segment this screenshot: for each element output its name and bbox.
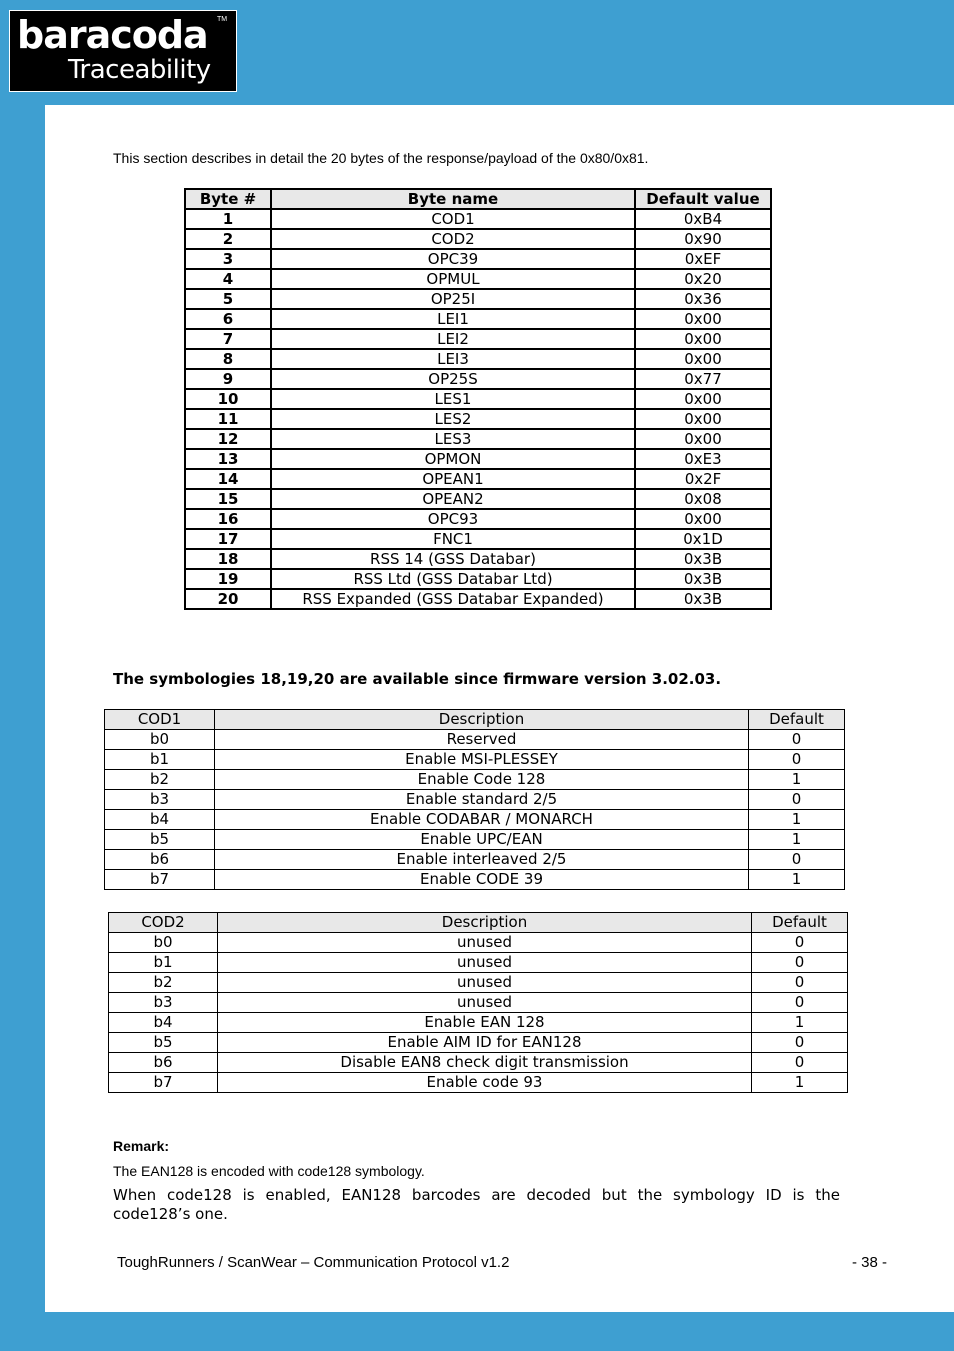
byte-table-cell: 1 xyxy=(185,209,271,229)
cod2-table xyxy=(108,912,848,1093)
byte-table-cell: 0x00 xyxy=(635,349,771,369)
byte-table-cell: OP25I xyxy=(271,289,635,309)
byte-table-cell: RSS Ltd (GSS Databar Ltd) xyxy=(271,569,635,589)
cod1-table-row xyxy=(105,870,845,890)
cod1-table-cell: 1 xyxy=(749,870,845,890)
cod1-table-cell: b2 xyxy=(105,770,215,790)
cod1-table-header-cell: COD1 xyxy=(105,710,215,730)
cod2-table-row xyxy=(109,1053,848,1073)
cod1-table-cell: Enable interleaved 2/5 xyxy=(215,850,749,870)
footer-title: ToughRunners / ScanWear – Communication Protocol v1.2 xyxy=(117,1254,510,1271)
page-number: - 38 - xyxy=(852,1254,888,1271)
byte-table-cell: 0x20 xyxy=(635,269,771,289)
byte-table-cell: RSS 14 (GSS Databar) xyxy=(271,549,635,569)
cod1-table-cell: 1 xyxy=(749,810,845,830)
byte-table-cell: 0x00 xyxy=(635,509,771,529)
byte-table-cell: 0x08 xyxy=(635,489,771,509)
cod1-table-row xyxy=(105,830,845,850)
cod2-table-cell: b4 xyxy=(109,1013,218,1033)
logo-trademark: TM xyxy=(217,16,228,23)
cod2-table-cell: Disable EAN8 check digit transmission xyxy=(218,1053,752,1073)
remark-title: Remark: xyxy=(113,1138,170,1154)
byte-table-cell: 5 xyxy=(185,289,271,309)
byte-table-cell: 6 xyxy=(185,309,271,329)
cod1-table-cell: Enable Code 128 xyxy=(215,770,749,790)
byte-table-cell: 17 xyxy=(185,529,271,549)
cod1-table-cell: Reserved xyxy=(215,730,749,750)
byte-table xyxy=(184,188,772,610)
byte-table-cell: 11 xyxy=(185,409,271,429)
remark-line1: The EAN128 is encoded with code128 symbology. xyxy=(113,1163,425,1179)
byte-table-cell: 0x00 xyxy=(635,409,771,429)
cod2-table-cell: unused xyxy=(218,993,752,1013)
byte-table-cell: COD2 xyxy=(271,229,635,249)
cod2-table-cell: b3 xyxy=(109,993,218,1013)
byte-table-cell: 10 xyxy=(185,389,271,409)
cod1-table-row xyxy=(105,850,845,870)
byte-table-cell: 0x00 xyxy=(635,389,771,409)
byte-table-header xyxy=(185,189,771,209)
cod2-table-row xyxy=(109,933,848,953)
byte-table-row xyxy=(185,509,771,529)
byte-table-cell: 0xE3 xyxy=(635,449,771,469)
cod1-table-row xyxy=(105,790,845,810)
byte-table-row xyxy=(185,269,771,289)
byte-table-cell: OPEAN2 xyxy=(271,489,635,509)
cod1-table-cell: Enable MSI-PLESSEY xyxy=(215,750,749,770)
cod2-table-header-cell: Description xyxy=(218,913,752,933)
byte-table-cell: 8 xyxy=(185,349,271,369)
byte-table-cell: 0x1D xyxy=(635,529,771,549)
byte-table-cell: OPEAN1 xyxy=(271,469,635,489)
byte-table-cell: FNC1 xyxy=(271,529,635,549)
byte-table-row xyxy=(185,489,771,509)
cod2-table-row xyxy=(109,993,848,1013)
cod2-table-cell: b7 xyxy=(109,1073,218,1093)
cod1-table-header-cell: Default xyxy=(749,710,845,730)
byte-table-cell: 16 xyxy=(185,509,271,529)
cod1-table-cell: Enable CODABAR / MONARCH xyxy=(215,810,749,830)
cod1-table-cell: b5 xyxy=(105,830,215,850)
byte-table-cell: 0x3B xyxy=(635,589,771,609)
cod2-table-cell: unused xyxy=(218,933,752,953)
cod2-table-row xyxy=(109,953,848,973)
cod2-table-cell: unused xyxy=(218,973,752,993)
byte-table-cell: 14 xyxy=(185,469,271,489)
byte-table-cell: LES3 xyxy=(271,429,635,449)
cod1-table-row xyxy=(105,750,845,770)
byte-table-row xyxy=(185,289,771,309)
byte-table-cell: 0x00 xyxy=(635,329,771,349)
byte-table-row xyxy=(185,369,771,389)
byte-table-row xyxy=(185,349,771,369)
cod2-table-cell: b6 xyxy=(109,1053,218,1073)
byte-table-header-cell: Byte name xyxy=(271,189,635,209)
cod1-table-cell: 0 xyxy=(749,790,845,810)
cod2-table-cell: unused xyxy=(218,953,752,973)
cod2-table-cell: 0 xyxy=(752,993,848,1013)
cod1-table-row xyxy=(105,810,845,830)
byte-table-row xyxy=(185,529,771,549)
byte-table-cell: 20 xyxy=(185,589,271,609)
byte-table-header-cell: Default value xyxy=(635,189,771,209)
byte-table-cell: LEI1 xyxy=(271,309,635,329)
byte-table-cell: OPMON xyxy=(271,449,635,469)
byte-table-row xyxy=(185,469,771,489)
byte-table-cell: 0x2F xyxy=(635,469,771,489)
cod2-table-row xyxy=(109,1033,848,1053)
cod2-table-header-cell: Default xyxy=(752,913,848,933)
remark-line2: When code128 is enabled, EAN128 barcodes are decoded but the symbology ID is the code128’s one. xyxy=(113,1186,840,1223)
byte-table-cell: LEI3 xyxy=(271,349,635,369)
byte-table-row xyxy=(185,589,771,609)
cod2-table-cell: Enable AIM ID for EAN128 xyxy=(218,1033,752,1053)
cod2-table-cell: 0 xyxy=(752,1033,848,1053)
byte-table-cell: LES1 xyxy=(271,389,635,409)
byte-table-cell: LEI2 xyxy=(271,329,635,349)
cod1-table-cell: b7 xyxy=(105,870,215,890)
cod1-table-cell: b4 xyxy=(105,810,215,830)
cod1-table-header xyxy=(105,710,845,730)
cod1-table-row xyxy=(105,770,845,790)
byte-table-row xyxy=(185,449,771,469)
cod2-table-header xyxy=(109,913,848,933)
intro-text: This section describes in detail the 20 bytes of the response/payload of the 0x80/0x81. xyxy=(113,150,649,166)
cod2-table-cell: 0 xyxy=(752,953,848,973)
byte-table-cell: 2 xyxy=(185,229,271,249)
byte-table-row xyxy=(185,329,771,349)
cod1-table-cell: Enable standard 2/5 xyxy=(215,790,749,810)
cod2-table-cell: 1 xyxy=(752,1013,848,1033)
byte-table-cell: 0x00 xyxy=(635,429,771,449)
cod2-table-cell: b2 xyxy=(109,973,218,993)
byte-table-cell: 4 xyxy=(185,269,271,289)
byte-table-cell: 0x3B xyxy=(635,569,771,589)
byte-table-cell: 0x00 xyxy=(635,309,771,329)
byte-table-row xyxy=(185,549,771,569)
cod1-table-cell: 1 xyxy=(749,830,845,850)
cod1-table-cell: b6 xyxy=(105,850,215,870)
byte-table-cell: RSS Expanded (GSS Databar Expanded) xyxy=(271,589,635,609)
byte-table-row xyxy=(185,409,771,429)
byte-table-cell: COD1 xyxy=(271,209,635,229)
cod2-table-row xyxy=(109,1073,848,1093)
byte-table-row xyxy=(185,389,771,409)
byte-table-row xyxy=(185,569,771,589)
cod2-table-cell: 0 xyxy=(752,933,848,953)
byte-table-cell: 0x77 xyxy=(635,369,771,389)
byte-table-cell: OP25S xyxy=(271,369,635,389)
firmware-note: The symbologies 18,19,20 are available since firmware version 3.02.03. xyxy=(113,670,722,688)
byte-table-cell: 0xEF xyxy=(635,249,771,269)
cod2-table-header-cell: COD2 xyxy=(109,913,218,933)
cod2-table-row xyxy=(109,1013,848,1033)
cod1-table-cell: 0 xyxy=(749,730,845,750)
byte-table-cell: LES2 xyxy=(271,409,635,429)
baracoda-logo xyxy=(9,10,237,92)
cod1-table xyxy=(104,709,845,890)
byte-table-cell: OPC93 xyxy=(271,509,635,529)
logo-brand: baracoda xyxy=(17,13,208,57)
byte-table-cell: 18 xyxy=(185,549,271,569)
cod2-table-cell: 1 xyxy=(752,1073,848,1093)
cod1-table-cell: b1 xyxy=(105,750,215,770)
cod1-table-row xyxy=(105,730,845,750)
cod2-table-cell: 0 xyxy=(752,973,848,993)
byte-table-cell: 15 xyxy=(185,489,271,509)
cod1-table-cell: b3 xyxy=(105,790,215,810)
cod2-table-cell: b0 xyxy=(109,933,218,953)
byte-table-cell: 19 xyxy=(185,569,271,589)
byte-table-row xyxy=(185,229,771,249)
byte-table-cell: 3 xyxy=(185,249,271,269)
byte-table-cell: OPMUL xyxy=(271,269,635,289)
cod1-table-cell: Enable CODE 39 xyxy=(215,870,749,890)
byte-table-cell: 0x36 xyxy=(635,289,771,309)
cod1-table-cell: 0 xyxy=(749,850,845,870)
cod1-table-cell: b0 xyxy=(105,730,215,750)
logo-subtitle: Traceability xyxy=(68,55,211,85)
byte-table-cell: 12 xyxy=(185,429,271,449)
byte-table-row xyxy=(185,429,771,449)
cod2-table-cell: Enable code 93 xyxy=(218,1073,752,1093)
cod2-table-cell: Enable EAN 128 xyxy=(218,1013,752,1033)
byte-table-cell: 0x3B xyxy=(635,549,771,569)
cod1-table-header-cell: Description xyxy=(215,710,749,730)
cod1-table-cell: 1 xyxy=(749,770,845,790)
byte-table-cell: 0xB4 xyxy=(635,209,771,229)
byte-table-cell: 0x90 xyxy=(635,229,771,249)
byte-table-cell: 13 xyxy=(185,449,271,469)
byte-table-row xyxy=(185,249,771,269)
cod2-table-cell: b1 xyxy=(109,953,218,973)
cod2-table-cell: 0 xyxy=(752,1053,848,1073)
byte-table-cell: 9 xyxy=(185,369,271,389)
byte-table-row xyxy=(185,309,771,329)
cod2-table-row xyxy=(109,973,848,993)
cod1-table-cell: Enable UPC/EAN xyxy=(215,830,749,850)
cod1-table-cell: 0 xyxy=(749,750,845,770)
byte-table-row xyxy=(185,209,771,229)
byte-table-header-cell: Byte # xyxy=(185,189,271,209)
byte-table-cell: OPC39 xyxy=(271,249,635,269)
cod2-table-cell: b5 xyxy=(109,1033,218,1053)
byte-table-cell: 7 xyxy=(185,329,271,349)
